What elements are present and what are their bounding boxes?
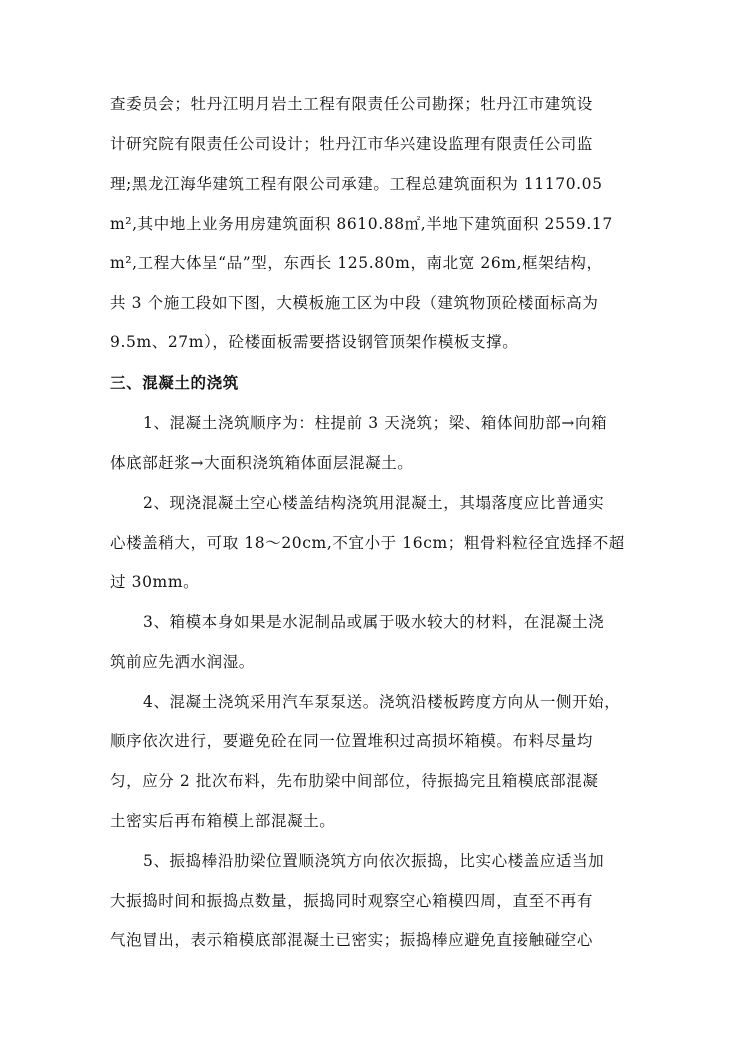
body-text-line: 计研究院有限责任公司设计；牡丹江市华兴建设监理有限责任公司监 xyxy=(110,135,594,153)
body-text-line: 筑前应先洒水润湿。 xyxy=(110,653,255,671)
paragraph-first-line: 3、箱模本身如果是水泥制品或属于吸水较大的材料，在混凝土浇 xyxy=(143,613,605,631)
paragraph-first-line: 5、振捣棒沿肋梁位置顺浇筑方向依次振捣，比实心楼盖应适当加 xyxy=(143,852,605,870)
body-text-line: m²,工程大体呈“品”型，东西长 125.80m，南北宽 26m,框架结构， xyxy=(110,254,603,272)
body-text-line: 体底部赶浆→大面积浇筑箱体面层混凝土。 xyxy=(110,454,414,472)
body-text-line: 土密实后再布箱模上部混凝土。 xyxy=(110,812,336,830)
body-text-line: 共 3 个施工段如下图，大模板施工区为中段（建筑物顶砼楼面标高为 xyxy=(110,294,599,312)
body-text-line: 气泡冒出，表示箱模底部混凝土已密实；振捣棒应避免直接触碰空心 xyxy=(110,931,594,949)
body-text-line: 心楼盖稍大，可取 18～20cm,不宜小于 16cm；粗骨料粒径宜选择不超 xyxy=(110,534,625,552)
section-heading: 三、混凝土的浇筑 xyxy=(110,373,239,392)
body-text-line: 查委员会；牡丹江明月岩土工程有限责任公司勘探；牡丹江市建筑设 xyxy=(110,95,594,113)
paragraph-first-line: 1、混凝土浇筑顺序为：柱提前 3 天浇筑；梁、箱体间肋部→向箱 xyxy=(143,414,608,432)
paragraph-first-line: 2、现浇混凝土空心楼盖结构浇筑用混凝土，其塌落度应比普通实 xyxy=(143,494,605,512)
paragraph-first-line: 4、混凝土浇筑采用汽车泵泵送。浇筑沿楼板跨度方向从一侧开始， xyxy=(143,693,621,711)
body-text-line: m²,其中地上业务用房建筑面积 8610.88㎡,半地下建筑面积 2559.17 xyxy=(110,215,613,233)
body-text-line: 理;黑龙江海华建筑工程有限公司承建。工程总建筑面积为 11170.05 xyxy=(110,175,603,193)
body-text-line: 匀，应分 2 批次布料，先布肋梁中间部位，待振捣完且箱模底部混凝 xyxy=(110,772,599,790)
body-text-line: 大振捣时间和振捣点数量，振捣同时观察空心箱模四周，直至不再有 xyxy=(110,892,594,910)
body-text-line: 过 30mm。 xyxy=(110,573,200,591)
body-text-line: 顺序依次进行，要避免砼在同一位置堆积过高损坏箱模。布料尽量均 xyxy=(110,732,594,750)
body-text-line: 9.5m、27m），砼楼面板需要搭设钢管顶架作模板支撑。 xyxy=(110,333,519,351)
